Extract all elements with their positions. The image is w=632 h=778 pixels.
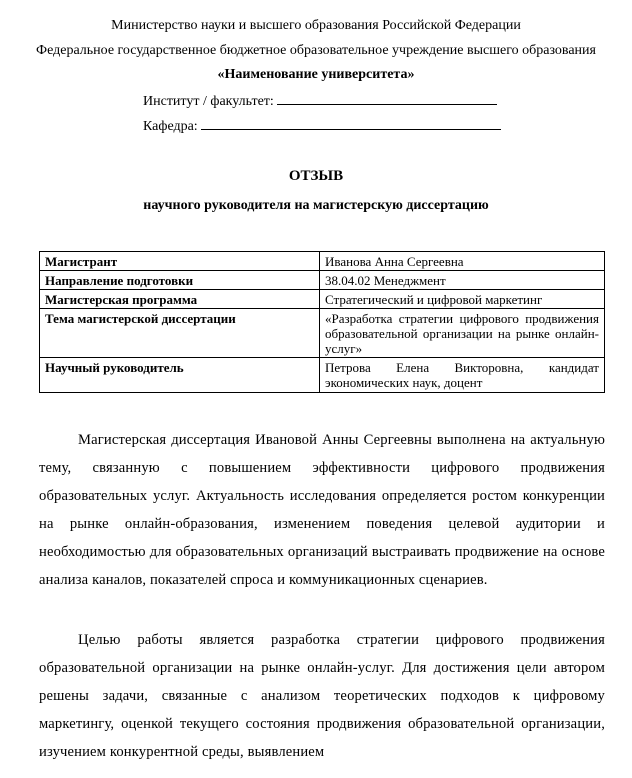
table-row [40,252,605,271]
university-name: «Наименование университета» [217,67,415,82]
body-paragraph-1[interactable]: Магистерская диссертация Ивановой Анны Сергеевны выполнена на актуальную тему, связанную с повышением эффективности цифрового продвижения образовательных услуг. Актуальность исследования определяется ростом конкуренции на рынке онлайн-образования, изменением поведения целевой аудитории и необходимостью для образовательных организаций выстраивать продвижение на основе анализа каналов, показателей спроса и коммуникационных сценариев. [39,432,605,588]
row-value-program: Стратегический и цифровой маркетинг [320,290,605,309]
row-key-supervisor: Научный руководитель [40,358,320,393]
institution-line: Федеральное государственное бюджетное образовательное учреждение высшего образования [36,43,596,58]
row-key-student: Магистрант [40,252,320,271]
department-field [143,115,501,136]
row-key-program: Магистерская программа [40,290,320,309]
table-row [40,358,605,393]
document-subtitle: научного руководителя на магистерскую диссертацию [143,198,489,213]
row-value-direction: 38.04.02 Менеджмент [320,271,605,290]
info-table [39,251,605,393]
table-row [40,309,605,358]
department-blank-line[interactable] [201,115,501,130]
row-value-supervisor: Петрова Елена Викторовна, кандидат экономических наук, доцент [320,358,605,393]
row-key-topic: Тема магистерской диссертации [40,309,320,358]
row-value-student: Иванова Анна Сергеевна [320,252,605,271]
institute-blank-line[interactable] [277,90,497,105]
row-value-topic: «Разработка стратегии цифрового продвижения образовательной организации на рынке онлайн-услуг» [320,309,605,358]
table-row [40,271,605,290]
table-row [40,290,605,309]
institute-field [143,90,497,111]
department-label: Кафедра: [143,119,198,134]
institute-label: Институт / факультет: [143,94,274,109]
body-paragraph-2[interactable]: Целью работы является разработка стратегии цифрового продвижения образовательной организации на рынке онлайн-услуг. Для достижения цели автором решены задачи, связанные с анализом теоретических подходов к цифровому маркетингу, оценкой текущего состояния продвижения образовательной организации, изучением конкурентной среды, выявлением [39,632,605,760]
row-key-direction: Направление подготовки [40,271,320,290]
ministry-line: Министерство науки и высшего образования Российской Федерации [111,18,521,33]
document-title: ОТЗЫВ [288,168,344,184]
